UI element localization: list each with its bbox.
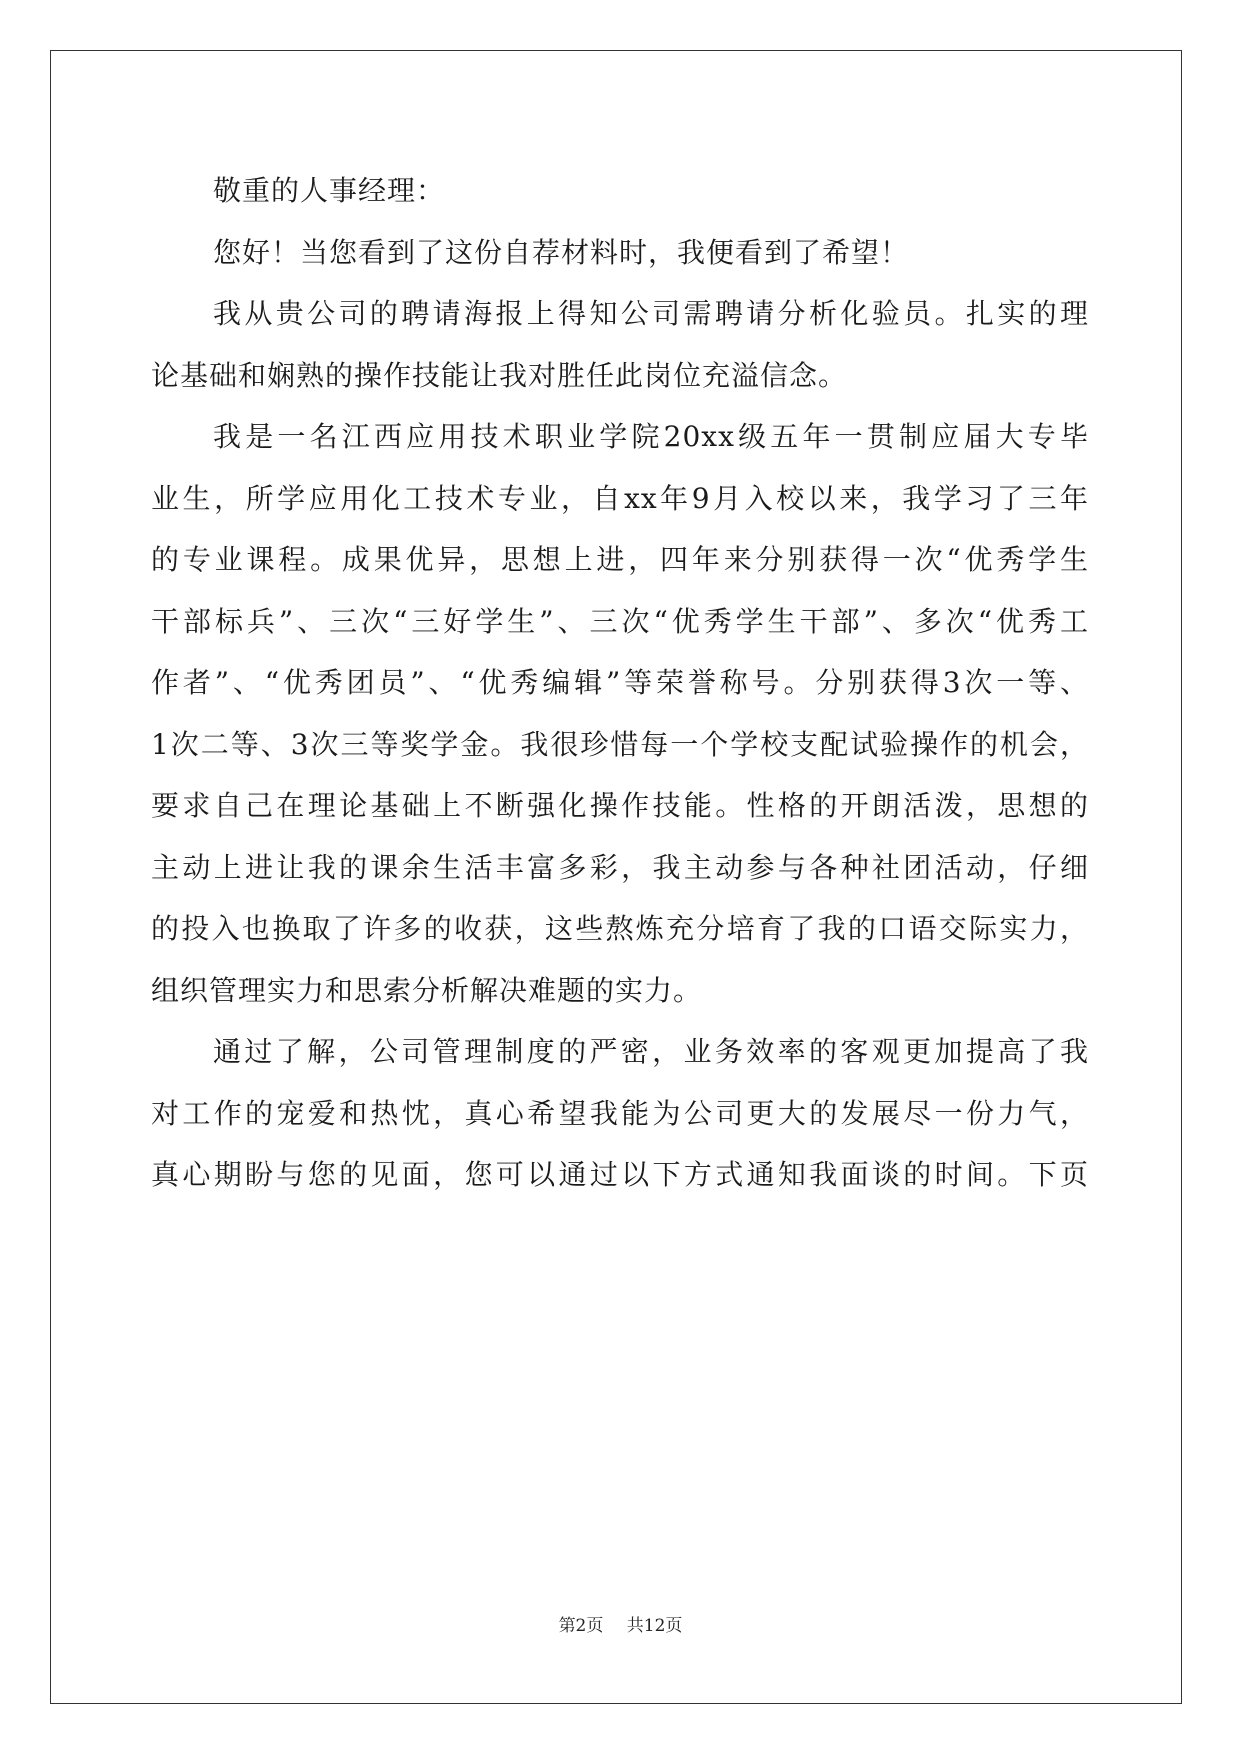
salutation-text: 敬重的人事经理： (213, 174, 446, 207)
paragraph-background (151, 406, 1089, 1021)
page-total: 共12页 (626, 1616, 683, 1636)
paragraph-greeting (151, 222, 1089, 284)
paragraph-line: 论基础和娴熟的操作技能让我对胜任此岗位充溢信念。 (151, 358, 848, 392)
paragraph-line: 通过了解，公司管理制度的严密，业务效率的客观更加提高了我 (213, 1035, 1089, 1068)
paragraph-line: 我是一名江西应用技术职业学院20xx级五年一贯制应届大专毕 (213, 420, 1089, 453)
page-number: 第2页 (558, 1616, 604, 1636)
paragraph-line: 干部标兵”、三次“三好学生”、三次“优秀学生干部”、多次“优秀工 (151, 604, 1089, 638)
paragraph-intent (151, 283, 1089, 406)
paragraph-line: 对工作的宠爱和热忱，真心希望我能为公司更大的发展尽一份力气， (151, 1096, 1089, 1130)
paragraph-line: 1次二等、3次三等奖学金。我很珍惜每一个学校支配试验操作的机会， (151, 727, 1089, 761)
paragraph-line: 作者”、“优秀团员”、“优秀编辑”等荣誉称号。分别获得3次一等、 (151, 666, 1089, 699)
paragraph-closing (151, 1021, 1089, 1206)
page-footer (0, 1611, 1241, 1636)
paragraph-line: 您好！当您看到了这份自荐材料时，我便看到了希望！ (213, 235, 910, 269)
paragraph-line: 我从贵公司的聘请海报上得知公司需聘请分析化验员。扎实的理 (213, 297, 1089, 330)
paragraph-line: 的投入也换取了许多的收获，这些熬炼充分培育了我的口语交际实力， (151, 912, 1089, 945)
letter-body (151, 160, 1089, 1206)
paragraph-line: 主动上进让我的课余生活丰富多彩，我主动参与各种社团活动，仔细 (151, 850, 1089, 884)
paragraph-line: 业生，所学应用化工技术专业，自xx年9月入校以来，我学习了三年 (151, 481, 1089, 515)
paragraph-line: 真心期盼与您的见面，您可以通过以下方式通知我面谈的时间。下页 (151, 1158, 1089, 1191)
paragraph-line: 组织管理实力和思索分析解决难题的实力。 (151, 973, 703, 1007)
paragraph-line: 的专业课程。成果优异，思想上进，四年来分别获得一次“优秀学生 (151, 543, 1089, 576)
paragraph-line: 要求自己在理论基础上不断强化操作技能。性格的开朗活泼，思想的 (151, 789, 1089, 822)
salutation (151, 160, 1089, 222)
